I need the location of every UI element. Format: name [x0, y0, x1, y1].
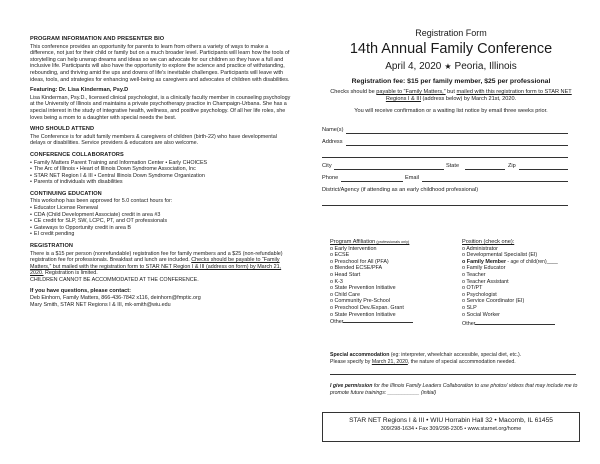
checkbox-option[interactable]: o SLP — [462, 305, 582, 312]
phone-email-field[interactable] — [322, 171, 580, 183]
checkbox-option[interactable]: o ECSE — [330, 252, 448, 259]
special-text-2a: Please specify by — [330, 358, 372, 365]
city-state-zip-field[interactable] — [322, 159, 580, 171]
featuring-heading: Featuring: Dr. Lisa Kinderman, Psy.D — [30, 87, 129, 94]
registration-text-1: There is a $15 per person (nonrefundable) registration fee for family members and a $25 (non-refundable) registration fee for professionals. Breakfast and lunch are included. — [30, 250, 283, 264]
position-other-field[interactable] — [462, 320, 582, 328]
list-item: • Parents of individuals with disabilities — [30, 179, 292, 186]
list-item: • EI credit pending — [30, 231, 292, 238]
special-line-1 — [330, 352, 580, 359]
checks-pre: Checks should be — [330, 89, 377, 95]
position-list — [462, 239, 582, 328]
address-field[interactable] — [322, 135, 580, 147]
checkbox-option[interactable]: o K-3 — [330, 279, 448, 286]
email-line[interactable] — [422, 181, 568, 182]
list-item: • Gateways to Opportunity credit in area B — [30, 225, 292, 232]
program-other-field[interactable] — [330, 318, 448, 326]
family-member-option[interactable] — [462, 259, 582, 266]
checkbox-option[interactable]: o State Prevention Initiative — [330, 285, 448, 292]
questions-heading: If you have questions, please contact: — [30, 287, 132, 294]
list-item: • CDA (Child Development Associate) credit in area #3 — [30, 212, 292, 219]
contact-1: Deb Einhorn, Family Matters, 866-436-7842 x116, deinhorn@fmptic.org — [30, 295, 201, 302]
program-affiliation-list — [330, 239, 448, 326]
program-heading: PROGRAM INFORMATION AND PRESENTER BIO — [30, 36, 165, 42]
confirmation-note: You will receive confirmation or a waiting list notice by email three weeks prior. — [354, 108, 548, 114]
address-box — [322, 412, 580, 442]
special-deadline: March 21, 2020 — [371, 358, 408, 365]
program-affiliation-title: Program Affiliation — [330, 239, 376, 245]
position-heading: Position (check one): — [462, 239, 515, 245]
program-other-line[interactable] — [343, 318, 413, 323]
checkbox-option[interactable]: o Head Start — [330, 272, 448, 279]
registration-text-underlined: Checks should be payable to “Family Matters,” but mailed with the registration form to STAR NET Region I & III (address on form) by March 21, 2020. — [30, 257, 282, 277]
checkbox-option[interactable]: o Teacher Assistant — [462, 279, 582, 286]
collaborators-list — [30, 160, 292, 186]
conference-date: April 4, 2020 — [385, 61, 442, 72]
name-field[interactable] — [322, 123, 580, 135]
attend-heading: WHO SHOULD ATTEND — [30, 126, 95, 133]
family-member-label: Family Member — [466, 258, 507, 265]
list-item: • CE credit for SLP, SW, LCPC, PT, and OT professionals — [30, 218, 292, 225]
checkbox-option[interactable]: o Social Worker — [462, 312, 582, 319]
checkbox-option[interactable]: o Teacher — [462, 272, 582, 279]
photo-permission — [330, 383, 580, 396]
program-section — [30, 36, 292, 121]
city-label: City — [322, 163, 332, 169]
family-member-note: - age of child(ren)____ — [506, 258, 558, 265]
checkbox-option[interactable]: o Early Intervention — [330, 246, 448, 253]
name-line[interactable] — [346, 133, 568, 134]
list-item: • STAR NET Region I & III • Central Illinois Down Syndrome Organization — [30, 173, 292, 180]
special-line[interactable] — [330, 374, 576, 375]
contact-2: Mary Smith, STAR NET Regions I & III, mk-smith@wiu.edu — [30, 301, 171, 308]
collaborators-heading: CONFERENCE COLLABORATORS — [30, 151, 124, 158]
checkbox-option[interactable]: o Developmental Specialist (EI) — [462, 252, 582, 259]
collaborators-section — [30, 152, 292, 186]
address-line-main: STAR NET Regions I & III • WIU Horrabin Hall 32 • Macomb, IL 61455 — [349, 417, 553, 424]
checkbox-option[interactable]: o Administrator — [462, 246, 582, 253]
state-label: State — [446, 163, 460, 169]
checks-mailed: mailed with this registration form to STAR NET Regions I & III — [385, 89, 572, 102]
address-label: Address — [322, 139, 343, 145]
special-text: (eg: interpreter, wheelchair accessible, special diet, etc.). — [389, 352, 522, 358]
special-accommodation — [330, 352, 580, 375]
checkbox-option[interactable]: o OT/PT — [462, 285, 582, 292]
attend-text: The Conference is for adult family members & caregivers of children (birth-22) who have developmental delays or disabilities. Service providers & educators are also welcome. — [30, 133, 277, 147]
checkbox-option[interactable]: o Preschool for All (PFA) — [330, 259, 448, 266]
attend-section — [30, 126, 292, 147]
program-other-label: Other — [330, 319, 344, 326]
zip-label: Zip — [508, 163, 516, 169]
info-column — [30, 36, 292, 313]
phone-web-line: 309/298-1634 • Fax 309/298-2305 • www.starnet.org/home — [380, 426, 522, 432]
phone-label: Phone — [322, 175, 339, 181]
city-line[interactable] — [334, 169, 444, 170]
form-column — [322, 28, 580, 207]
featuring-text: Lisa Kinderman, Psy.D., licensed clinical psychologist, is a clinically faculty member in counseling psychology at the University of Illinois and maintains a private psychotherapy practice in Champaign-Urbana. She has a special interest in the study of integrative health, wellness, and positive psychology. Of all her life roles, she loves being a mom to a daughter with special needs the best. — [30, 94, 291, 121]
conference-date-line — [322, 60, 580, 73]
ce-list — [30, 205, 292, 238]
checkbox-option[interactable]: o Service Coordinator (EI) — [462, 298, 582, 305]
state-line[interactable] — [465, 169, 505, 170]
district-line[interactable] — [322, 205, 568, 206]
registration-section — [30, 243, 292, 308]
address-extra-field[interactable] — [322, 147, 580, 159]
program-affiliation-note: (professionals only) — [375, 240, 410, 244]
checks-note — [322, 89, 580, 103]
registration-text — [30, 251, 292, 277]
checkbox-option[interactable]: o Family Educator — [462, 265, 582, 272]
list-item: • The Arc of Illinois • Heart of Illinois Down Syndrome Association, Inc — [30, 166, 292, 173]
checks-post: (address below) by March 21st, 2020. — [421, 96, 517, 102]
checkbox-option[interactable]: o Child Care — [330, 292, 448, 299]
program-text: This conference provides an opportunity for parents to learn from others a variety of ways to make a difference, not just for their child or family but on a much broader level. Participants will learn how the tools of storytelling can help unwrap dreams and ideas so we can advocate for our children so they have a full and inclusive life. Participants will also have the opportunity to explore the science and practice of withstanding, rebounding, and thriving amid the ups and downs of life's inevitable challenges. Participants will leave with ideas, tools, and strategies for enhancing well-being as caregivers and advocates of children with disabilities. — [30, 43, 290, 83]
conference-place: Peoria, Illinois — [454, 61, 517, 72]
address-line-2[interactable] — [322, 157, 568, 158]
special-text-2b: , the nature of special accommodation needed. — [407, 358, 516, 365]
checks-payable: payable to “Family Matters,” — [376, 89, 446, 95]
checkbox-option[interactable]: o Community Pre-School — [330, 298, 448, 305]
children-notice: CHILDREN CANNOT BE ACCOMMODATED AT THE CONFERENCE. — [30, 277, 199, 283]
permission-text: for the Illinois Family Leaders Collaboration to use photos/ videos that may include me to promote future trainings: ___________ (initial) — [330, 383, 578, 396]
registration-heading: REGISTRATION — [30, 243, 74, 250]
position-other-label: Other — [462, 321, 476, 328]
program-affiliation-heading — [330, 239, 448, 246]
checkbox-option[interactable]: o Psychologist — [462, 292, 582, 299]
checkbox-option[interactable]: o Preschool Dev./Expan. Grant — [330, 305, 448, 312]
name-label: Name(s) — [322, 127, 344, 133]
zip-line[interactable] — [519, 169, 568, 170]
list-item: • Family Matters Parent Training and Information Center • Early CHOICES — [30, 160, 292, 167]
registration-fee: Registration fee: $15 per family member, $25 per professional — [351, 78, 551, 85]
list-item: • Educator License Renewal — [30, 205, 292, 212]
checks-mid: but — [445, 89, 457, 95]
ce-intro: This workshop has been approved for 5.0 contact hours for: — [30, 198, 173, 205]
position-other-line[interactable] — [475, 320, 555, 325]
email-label: Email — [405, 175, 419, 181]
permission-bold: I give permission — [330, 383, 373, 389]
ce-heading: CONTINUING EDUCATION — [30, 190, 102, 197]
ce-section — [30, 191, 292, 238]
district-label: District/Agency (if attending as an early childhood professional) — [322, 187, 479, 193]
address-line[interactable] — [346, 145, 568, 146]
district-field[interactable] — [322, 183, 580, 195]
form-title: Registration Form — [415, 28, 487, 38]
phone-line[interactable] — [341, 181, 403, 182]
conference-title: 14th Annual Family Conference — [349, 41, 553, 57]
special-line-2 — [330, 359, 580, 366]
registration-text-2: Registration is limited. — [43, 270, 98, 277]
special-bold: Special accommodation — [330, 352, 390, 358]
district-line-row[interactable] — [322, 195, 580, 207]
contact-fields — [322, 123, 580, 207]
star-icon: ★ — [444, 62, 452, 71]
checkbox-option[interactable]: o Blended ECSE/PFA — [330, 265, 448, 272]
checkbox-option[interactable]: o State Prevention Initiative — [330, 312, 448, 319]
